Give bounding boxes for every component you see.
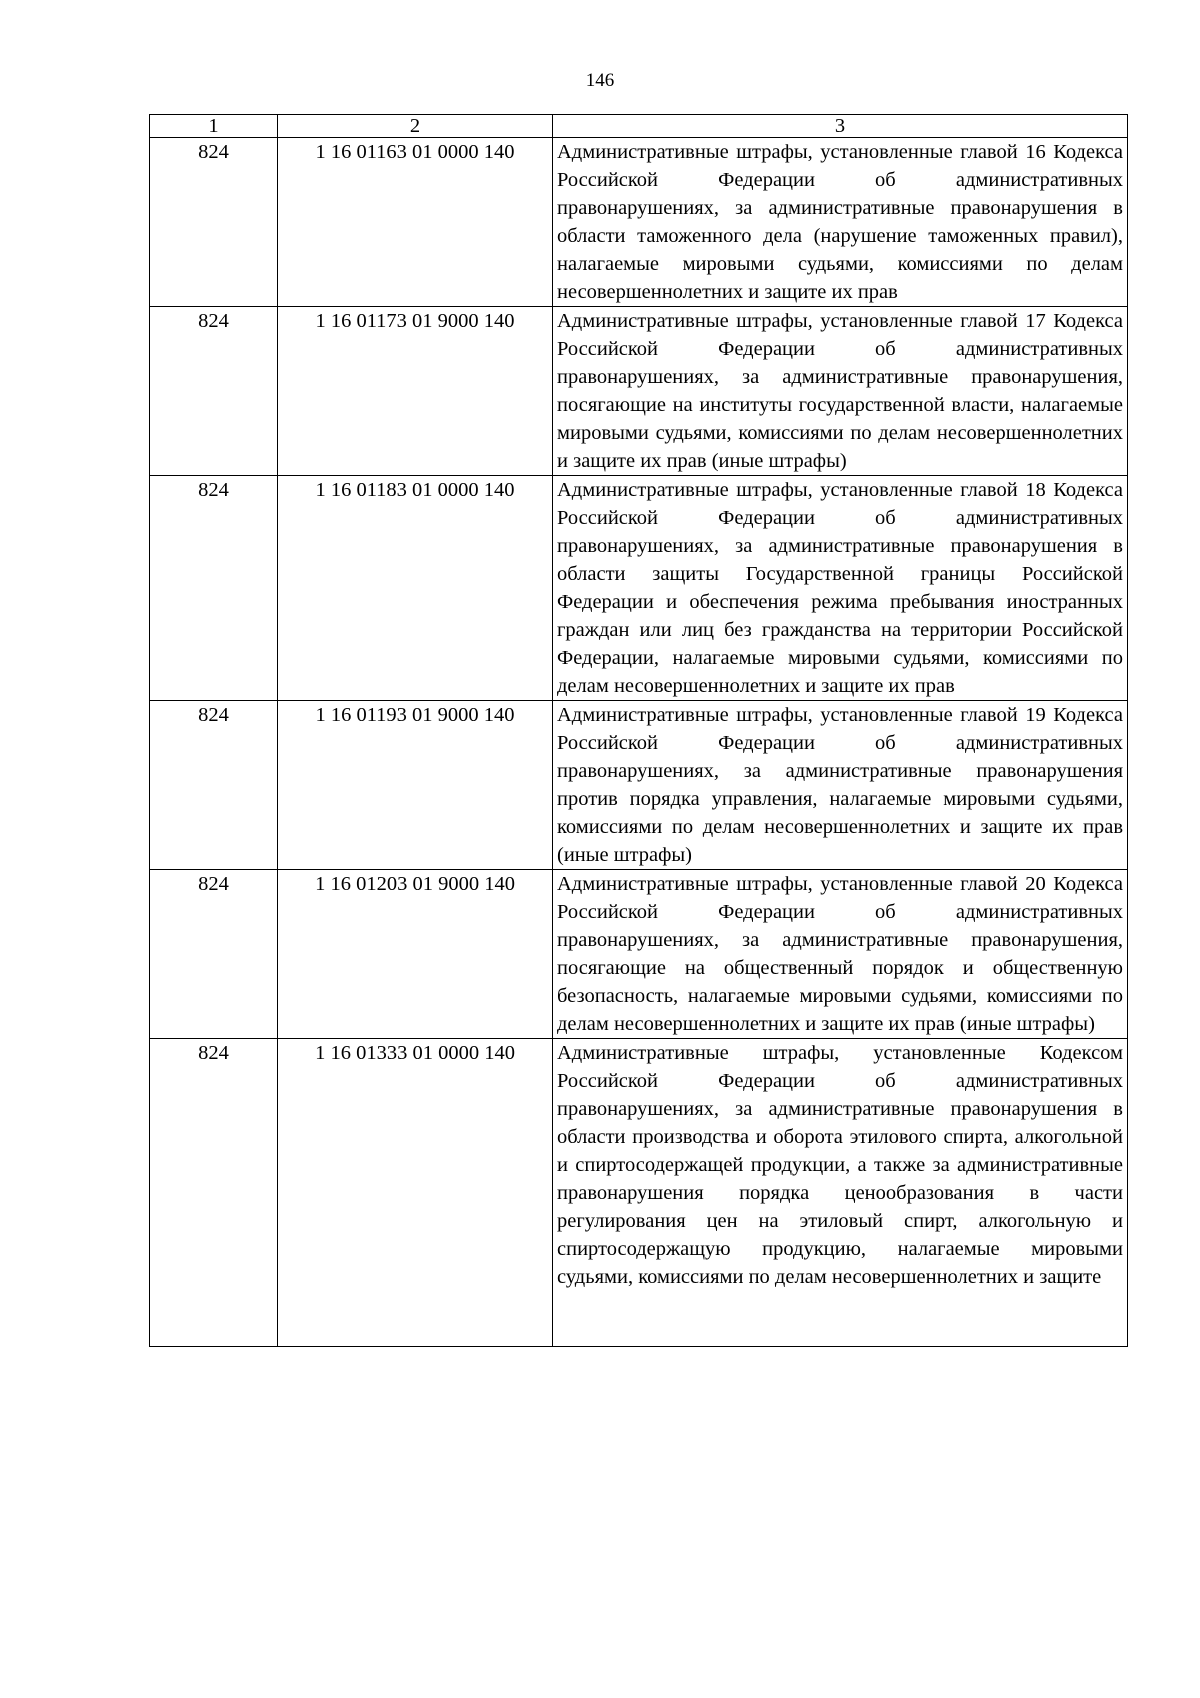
description-cell: Административные штрафы, установленные главой 16 Кодекса Российской Федерации об административных правонарушениях, за административные правонарушения в области таможенного дела (нарушение таможенных правил), налагаемые мировыми судьями, комиссиями по делам несовершеннолетних и защите их прав	[553, 138, 1128, 307]
description-cell: Административные штрафы, установленные главой 17 Кодекса Российской Федерации об административных правонарушениях, за административные правонарушения, посягающие на институты государственной власти, налагаемые мировыми судьями, комиссиями по делам несовершеннолетних и защите их прав (иные штрафы)	[553, 307, 1128, 476]
revenue-codes-table	[149, 114, 1128, 1347]
column-header-1: 1	[150, 115, 278, 138]
description-cell: Административные штрафы, установленные главой 20 Кодекса Российской Федерации об административных правонарушениях, за административные правонарушения, посягающие на общественный порядок и общественную безопасность, налагаемые мировыми судьями, комиссиями по делам несовершеннолетних и защите их прав (иные штрафы)	[553, 870, 1128, 1039]
kbk-code-cell: 1 16 01183 01 0000 140	[278, 476, 553, 701]
table-row	[150, 138, 1128, 307]
table-row	[150, 870, 1128, 1039]
table-row	[150, 1039, 1128, 1347]
kbk-code-cell: 1 16 01333 01 0000 140	[278, 1039, 553, 1347]
table-row	[150, 476, 1128, 701]
table-row	[150, 307, 1128, 476]
table-header-row	[150, 115, 1128, 138]
kbk-code-cell: 1 16 01173 01 9000 140	[278, 307, 553, 476]
column-header-3: 3	[553, 115, 1128, 138]
admin-code-cell: 824	[150, 476, 278, 701]
kbk-code-cell: 1 16 01163 01 0000 140	[278, 138, 553, 307]
admin-code-cell: 824	[150, 307, 278, 476]
column-header-2: 2	[278, 115, 553, 138]
page-number: 146	[585, 70, 615, 91]
kbk-code-cell: 1 16 01193 01 9000 140	[278, 701, 553, 870]
admin-code-cell: 824	[150, 1039, 278, 1347]
description-cell: Административные штрафы, установленные главой 18 Кодекса Российской Федерации об административных правонарушениях, за административные правонарушения в области защиты Государственной границы Российской Федерации и обеспечения режима пребывания иностранных граждан или лиц без гражданства на территории Российской Федерации, налагаемые мировыми судьями, комиссиями по делам несовершеннолетних и защите их прав	[553, 476, 1128, 701]
description-cell: Административные штрафы, установленные Кодексом Российской Федерации об административных правонарушениях, за административные правонарушения в области производства и оборота этилового спирта, алкогольной и спиртосодержащей продукции, а также за административные правонарушения порядка ценообразования в части регулирования цен на этиловый спирт, алкогольную и спиртосодержащую продукцию, налагаемые мировыми судьями, комиссиями по делам несовершеннолетних и защите	[553, 1039, 1128, 1347]
admin-code-cell: 824	[150, 701, 278, 870]
admin-code-cell: 824	[150, 138, 278, 307]
kbk-code-cell: 1 16 01203 01 9000 140	[278, 870, 553, 1039]
admin-code-cell: 824	[150, 870, 278, 1039]
description-cell: Административные штрафы, установленные главой 19 Кодекса Российской Федерации об административных правонарушениях, за административные правонарушения против порядка управления, налагаемые мировыми судьями, комиссиями по делам несовершеннолетних и защите их прав (иные штрафы)	[553, 701, 1128, 870]
table-row	[150, 701, 1128, 870]
